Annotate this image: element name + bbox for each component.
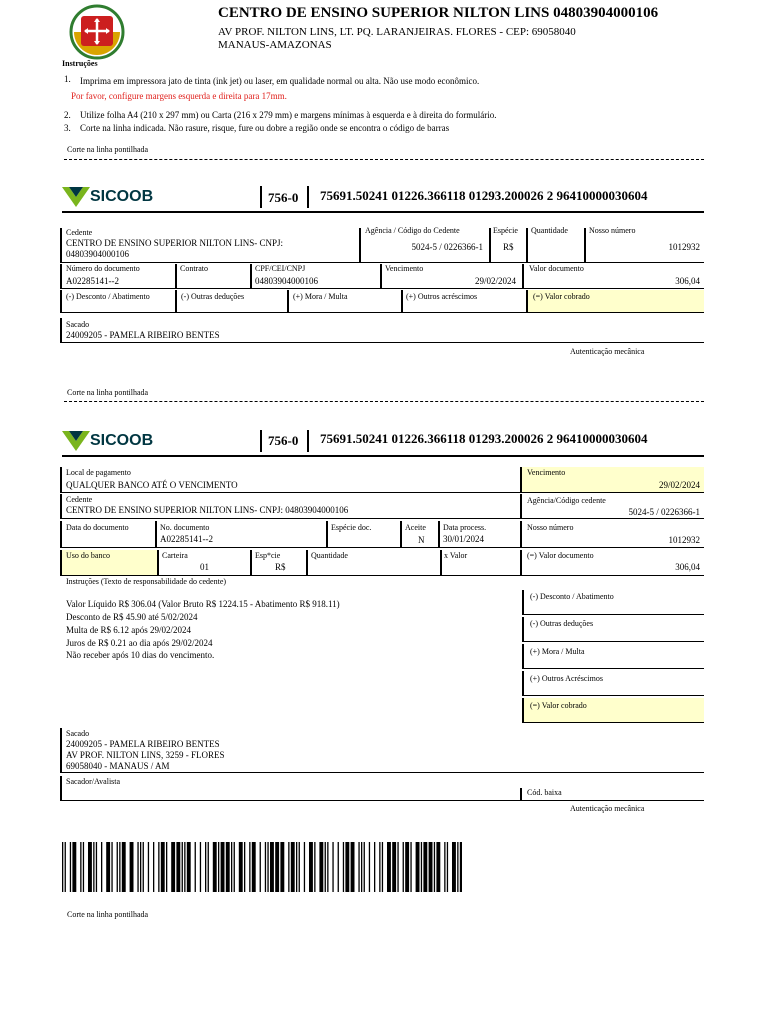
valor-cobrado-label: (=) Valor cobrado: [533, 292, 590, 301]
barcode-bar: [280, 842, 284, 892]
sacado-label: Sacado: [66, 729, 90, 738]
barcode-bar: [153, 842, 154, 892]
barcode-bar: [239, 842, 243, 892]
vencimento-label: Vencimento: [385, 264, 424, 273]
instruction-item: Imprima em impressora jato de tinta (ink jet) ou laser, em qualidade normal ou alta. Não use modo econômico.: [80, 76, 480, 86]
barcode-bar: [208, 842, 209, 892]
cedente-label: Cedente: [66, 495, 93, 504]
bank-code: 756-0: [268, 190, 299, 205]
cut-line: [64, 159, 704, 160]
nosso-numero-label: Nosso número: [527, 523, 574, 532]
barcode-bar: [101, 842, 102, 892]
barcode-bar: [83, 842, 84, 892]
aceite-value: N: [418, 535, 425, 545]
digitable-line: 75691.50241 01226.366118 01293.200026 2 96410000030604: [320, 188, 648, 203]
barcode-bar: [260, 842, 261, 892]
barcode-bar: [452, 842, 456, 892]
barcode-bar: [309, 842, 313, 892]
outros-acrescimos-label: (+) Outros Acréscimos: [530, 674, 603, 683]
no-doc-value: A02285141--2: [160, 534, 213, 544]
barcode-bar: [364, 842, 365, 892]
desconto-label: (-) Desconto / Abatimento: [66, 292, 150, 301]
autenticacao-label: Autenticação mecânica: [570, 347, 645, 356]
vencimento-value: 29/02/2024: [658, 480, 700, 490]
barcode-bar: [429, 842, 433, 892]
aceite-label: Aceite: [405, 523, 426, 532]
quantidade-label: Quantidade: [311, 551, 348, 560]
institution-seal: [66, 4, 128, 60]
sacado-value: 24009205 - PAMELA RIBEIRO BENTES: [66, 330, 220, 340]
barcode-bar: [130, 842, 134, 892]
barcode-bar: [252, 842, 256, 892]
agencia-value: 5024-5 / 0226366-1: [411, 242, 483, 252]
autenticacao-label: Autenticação mecânica: [570, 804, 645, 813]
barcode-bar: [70, 842, 71, 892]
instruction-line: Multa de R$ 6.12 após 29/02/2024: [66, 625, 191, 635]
barcode-bar: [106, 842, 110, 892]
barcode-bar: [361, 842, 362, 892]
barcode-bar: [379, 842, 380, 892]
barcode-bar: [265, 842, 266, 892]
barcode-bar: [291, 842, 295, 892]
local-pagamento-value: QUALQUER BANCO ATÉ O VENCIMENTO: [66, 480, 238, 490]
barcode-bar: [436, 842, 440, 892]
barcode-bar: [176, 842, 180, 892]
nosso-numero-value: 1012932: [668, 242, 700, 252]
barcode-bar: [332, 842, 333, 892]
outros-acrescimos-label: (+) Outros acréscimos: [406, 292, 478, 301]
institution-address: AV PROF. NILTON LINS, LT. PQ. LARANJEIRAS. FLORES - CEP: 69058040: [218, 26, 576, 38]
institution-city: MANAUS-AMAZONAS: [218, 39, 332, 51]
barcode-bar: [423, 842, 427, 892]
nosso-numero-value: 1012932: [668, 535, 700, 545]
cedente-value: CENTRO DE ENSINO SUPERIOR NILTON LINS- CNPJ:: [66, 238, 284, 248]
sacado-address: AV PROF. NILTON LINS, 3259 - FLORES: [66, 750, 225, 760]
barcode-bar: [403, 842, 404, 892]
quantidade-label: Quantidade: [531, 226, 568, 235]
nosso-numero-label: Nosso número: [589, 226, 636, 235]
sicoob-logo: [62, 430, 162, 452]
barcode-bar: [444, 842, 445, 892]
barcode-bar: [65, 842, 66, 892]
barcode-bar: [416, 842, 420, 892]
mora-label: (+) Mora / Multa: [293, 292, 348, 301]
valor-doc-value: 306,04: [675, 276, 700, 286]
instructions-heading: Instruções: [62, 59, 98, 68]
barcode-bar: [88, 842, 92, 892]
especie-label: Esp*cie: [255, 551, 281, 560]
desconto-label: (-) Desconto / Abatimento: [530, 592, 614, 601]
cut-line: [64, 401, 704, 402]
valor-doc-label: (=) Valor documento: [527, 551, 594, 560]
barcode-bar: [226, 842, 230, 892]
data-process-value: 30/01/2024: [443, 534, 485, 544]
bank-code-divider: [307, 186, 309, 208]
barcode-bar: [338, 842, 339, 892]
outras-deducoes-label: (-) Outras deduções: [530, 619, 594, 628]
barcode-bar: [296, 842, 297, 892]
barcode-bar: [96, 842, 97, 892]
barcode-bar: [421, 842, 422, 892]
valor-cobrado-label: (=) Valor cobrado: [530, 701, 587, 710]
barcode-bar: [392, 842, 396, 892]
data-process-label: Data process.: [443, 523, 487, 532]
barcode-bar: [382, 842, 383, 892]
barcode-bar: [327, 842, 328, 892]
especie-label: Espécie: [493, 226, 518, 235]
barcode-bar: [205, 842, 206, 892]
sicoob-logo-text: SICOOB: [90, 432, 154, 449]
barcode-bar: [447, 842, 448, 892]
barcode-bar: [288, 842, 289, 892]
digitable-line: 75691.50241 01226.366118 01293.200026 2 96410000030604: [320, 431, 648, 446]
no-doc-label: No. documento: [160, 523, 210, 532]
barcode-bar: [410, 842, 411, 892]
num-doc-label: Número do documento: [66, 264, 140, 273]
especie-doc-label: Espécie doc.: [331, 523, 372, 532]
barcode-bar: [137, 842, 138, 892]
separator: [62, 455, 704, 457]
instruction-number: 2.: [64, 110, 71, 120]
num-doc-value: A02285141--2: [66, 276, 119, 286]
cpf-label: CPF/CEI/CNPJ: [255, 264, 306, 273]
cut-line-label: Corte na linha pontilhada: [67, 388, 149, 397]
vencimento-label: Vencimento: [527, 468, 566, 477]
barcode-bar: [457, 842, 458, 892]
barcode-bar: [345, 842, 349, 892]
local-pagamento-label: Local de pagamento: [66, 468, 131, 477]
barcode-bar: [161, 842, 165, 892]
cedente-label: Cedente: [66, 228, 93, 237]
barcode-bar: [343, 842, 344, 892]
barcode-bar: [182, 842, 183, 892]
barcode-bar: [405, 842, 409, 892]
cedente-value-cnpj: 04803904000106: [66, 249, 129, 259]
barcode-bar: [275, 842, 279, 892]
especie-value: R$: [275, 562, 286, 572]
barcode-bar: [304, 842, 305, 892]
instruction-number: 3.: [64, 123, 71, 133]
agencia-label: Agência / Código do Cedente: [365, 226, 460, 235]
sicoob-logo-text: SICOOB: [90, 188, 154, 205]
barcode-bar: [314, 842, 315, 892]
barcode-bar: [374, 842, 375, 892]
instruction-item: Corte na linha indicada. Não rasure, risque, fure ou dobre a região onde se encontra o código de barras: [80, 123, 450, 133]
barcode-bar: [72, 842, 76, 892]
barcode-bar: [140, 842, 141, 892]
instruction-number: 1.: [64, 74, 71, 84]
barcode-bar: [325, 842, 326, 892]
barcode-bar: [358, 842, 359, 892]
barcode-bar: [397, 842, 398, 892]
instrucoes-label: Instruções (Texto de responsabilidade do cedente): [66, 577, 227, 586]
uso-banco-label: Uso do banco: [66, 551, 110, 560]
barcode-bar: [62, 842, 63, 892]
especie-value: R$: [503, 242, 514, 252]
barcode-bar: [80, 842, 81, 892]
barcode-bar: [195, 842, 196, 892]
sacado-name: 24009205 - PAMELA RIBEIRO BENTES: [66, 739, 220, 749]
barcode-bar: [369, 842, 370, 892]
barcode-bar: [200, 842, 201, 892]
cpf-value: 04803904000106: [255, 276, 318, 286]
barcode-bar: [184, 842, 185, 892]
barcode-bar: [213, 842, 217, 892]
barcode-bar: [117, 842, 118, 892]
barcode-bar: [171, 842, 175, 892]
cod-baixa-label: Cód. baixa: [527, 788, 562, 797]
valor-doc-value: 306,04: [675, 562, 700, 572]
instruction-item: Utilize folha A4 (210 x 297 mm) ou Carta (216 x 279 mm) e margens mínimas à esquerda e à direita do formulário.: [80, 110, 497, 120]
contrato-label: Contrato: [180, 264, 208, 273]
carteira-value: 01: [200, 562, 209, 572]
barcode-bar: [434, 842, 435, 892]
agencia-label: Agência/Código cedente: [527, 496, 606, 505]
institution-title: CENTRO DE ENSINO SUPERIOR NILTON LINS 04803904000106: [218, 5, 659, 21]
cut-line-label: Corte na linha pontilhada: [67, 145, 149, 154]
x-valor-label: x Valor: [444, 551, 468, 560]
vencimento-value: 29/02/2024: [474, 276, 516, 286]
barcode-bar: [267, 842, 268, 892]
barcode-bar: [218, 842, 219, 892]
bank-code-divider: [307, 430, 309, 452]
barcode-bar: [122, 842, 126, 892]
barcode-bar: [231, 842, 232, 892]
barcode-bar: [221, 842, 225, 892]
barcode-bar: [93, 842, 94, 892]
barcode-bar: [143, 842, 144, 892]
barcode-bar: [244, 842, 245, 892]
outras-deducoes-label: (-) Outras deduções: [181, 292, 245, 301]
carteira-label: Carteira: [162, 551, 188, 560]
barcode-bar: [111, 842, 112, 892]
cedente-value: CENTRO DE ENSINO SUPERIOR NILTON LINS- CNPJ: 04803904000106: [66, 505, 349, 515]
instruction-line: Não receber após 10 dias do vencimento.: [66, 650, 215, 660]
sacado-city: 69058040 - MANAUS / AM: [66, 761, 170, 771]
barcode-bar: [351, 842, 355, 892]
data-doc-label: Data do documento: [66, 523, 129, 532]
avalista-label: Sacador/Avalista: [66, 777, 121, 786]
separator: [62, 211, 704, 213]
barcode-bar: [460, 842, 462, 892]
instruction-line: Juros de R$ 0.21 ao dia após 29/02/2024: [66, 638, 213, 648]
instruction-line: Desconto de R$ 45.90 até 5/02/2024: [66, 612, 198, 622]
barcode-bar: [166, 842, 167, 892]
barcode-bar: [148, 842, 149, 892]
barcode-bar: [158, 842, 159, 892]
agencia-value: 5024-5 / 0226366-1: [628, 507, 700, 517]
instruction-note: Por favor, configure margens esquerda e direita para 17mm.: [71, 91, 287, 101]
barcode-bar: [270, 842, 274, 892]
barcode: [62, 842, 462, 894]
cut-line-label: Corte na linha pontilhada: [67, 910, 149, 919]
barcode-bar: [299, 842, 300, 892]
bank-code-divider: [260, 186, 262, 208]
barcode-bar: [234, 842, 235, 892]
instruction-line: Valor Líquido R$ 306.04 (Valor Bruto R$ 1224.15 - Abatimento R$ 918.11): [66, 599, 340, 609]
sacado-label: Sacado: [66, 320, 90, 329]
barcode-bar: [187, 842, 191, 892]
bank-code-divider: [260, 430, 262, 452]
valor-doc-label: Valor documento: [529, 264, 584, 273]
barcode-bar: [249, 842, 250, 892]
barcode-bar: [119, 842, 120, 892]
barcode-bar: [387, 842, 391, 892]
sicoob-logo: [62, 186, 162, 208]
barcode-bar: [319, 842, 323, 892]
mora-label: (+) Mora / Multa: [530, 647, 585, 656]
bank-code: 756-0: [268, 433, 299, 448]
